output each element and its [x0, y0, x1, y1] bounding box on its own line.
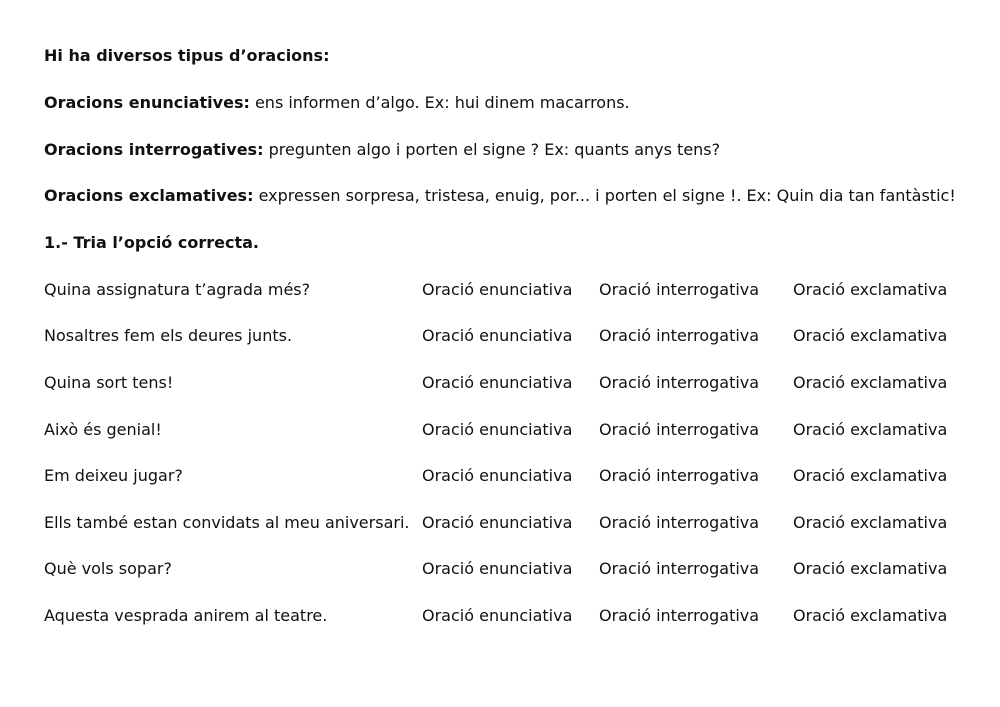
option-interrogativa[interactable]: Oració interrogativa [599, 466, 760, 485]
option-interrogativa[interactable]: Oració interrogativa [599, 513, 760, 532]
exercise-instruction: 1.- Tria l’opció correcta. [44, 233, 259, 252]
definition-text: ens informen d’algo. Ex: hui dinem macarrons. [254, 93, 630, 112]
option-interrogativa[interactable]: Oració interrogativa [599, 559, 760, 578]
option-enunciativa[interactable]: Oració enunciativa [422, 466, 573, 485]
exercise-row [0, 559, 1000, 581]
definition-term: Oracions enunciatives: [44, 93, 250, 112]
exercise-row [0, 513, 1000, 535]
intro-title: Hi ha diversos tipus d’oracions: [44, 46, 330, 65]
sentence-text: Quina sort tens! [44, 373, 174, 392]
option-enunciativa[interactable]: Oració enunciativa [422, 606, 573, 625]
definition-enunciatives [44, 93, 630, 113]
option-enunciativa[interactable]: Oració enunciativa [422, 326, 573, 345]
option-exclamativa[interactable]: Oració exclamativa [793, 420, 948, 439]
option-interrogativa[interactable]: Oració interrogativa [599, 373, 760, 392]
definition-exclamatives [44, 186, 956, 206]
sentence-text: Nosaltres fem els deures junts. [44, 326, 293, 345]
definition-text: expressen sorpresa, tristesa, enuig, por... i porten el signe !. Ex: Quin dia tan fantàstic! [258, 186, 956, 205]
definition-interrogatives [44, 140, 720, 160]
option-enunciativa[interactable]: Oració enunciativa [422, 280, 573, 299]
option-enunciativa[interactable]: Oració enunciativa [422, 559, 573, 578]
definition-text: pregunten algo i porten el signe ? Ex: quants anys tens? [268, 140, 721, 159]
option-exclamativa[interactable]: Oració exclamativa [793, 280, 948, 299]
exercise-row [0, 280, 1000, 302]
exercise-row [0, 606, 1000, 628]
exercise-row [0, 326, 1000, 348]
definition-term: Oracions exclamatives: [44, 186, 254, 205]
sentence-text: Què vols sopar? [44, 559, 172, 578]
sentence-text: Aquesta vesprada anirem al teatre. [44, 606, 328, 625]
sentence-text: Em deixeu jugar? [44, 466, 183, 485]
option-enunciativa[interactable]: Oració enunciativa [422, 513, 573, 532]
option-exclamativa[interactable]: Oració exclamativa [793, 606, 948, 625]
sentence-text: Ells també estan convidats al meu aniversari. [44, 513, 410, 532]
option-enunciativa[interactable]: Oració enunciativa [422, 373, 573, 392]
option-interrogativa[interactable]: Oració interrogativa [599, 420, 760, 439]
option-enunciativa[interactable]: Oració enunciativa [422, 420, 573, 439]
option-interrogativa[interactable]: Oració interrogativa [599, 606, 760, 625]
option-exclamativa[interactable]: Oració exclamativa [793, 466, 948, 485]
option-exclamativa[interactable]: Oració exclamativa [793, 559, 948, 578]
exercise-row [0, 466, 1000, 488]
definition-term: Oracions interrogatives: [44, 140, 264, 159]
sentence-text: Quina assignatura t’agrada més? [44, 280, 311, 299]
exercise-row [0, 420, 1000, 442]
option-exclamativa[interactable]: Oració exclamativa [793, 513, 948, 532]
option-exclamativa[interactable]: Oració exclamativa [793, 373, 948, 392]
sentence-text: Això és genial! [44, 420, 162, 439]
option-interrogativa[interactable]: Oració interrogativa [599, 326, 760, 345]
option-exclamativa[interactable]: Oració exclamativa [793, 326, 948, 345]
option-interrogativa[interactable]: Oració interrogativa [599, 280, 760, 299]
exercise-row [0, 373, 1000, 395]
